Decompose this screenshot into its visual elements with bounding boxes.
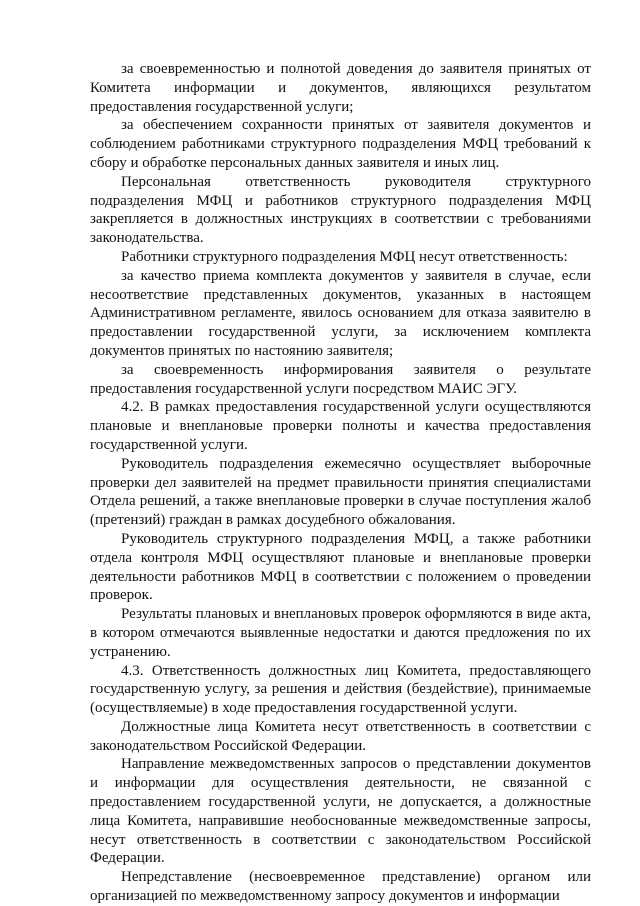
paragraph: 4.3. Ответственность должностных лиц Комитета, предоставляющего государственную услугу, за решения и действия (бездействие), принимаемые (осуществляемые) в ходе предоставления государственной услуги. (90, 662, 591, 717)
paragraph: за своевременностью и полнотой доведения до заявителя принятых от Комитета информации и документов, являющихся результатом предоставления государственной услуги; (90, 61, 591, 115)
paragraph: Направление межведомственных запросов о представлении документов и информации для осуществления деятельности, не связанной с предоставлением государственной услуги, не допускается, а должностные лица Комитета, направившие необоснованные межведомственные запросы, несут ответственность в соответствии с законодательством Российской Федерации. (90, 756, 591, 867)
paragraph: Результаты плановых и внеплановых проверок оформляются в виде акта, в котором отмечаются выявленные недостатки и даются предложения по их устранению. (90, 606, 591, 660)
paragraph: Персональная ответственность руководителя структурного подразделения МФЦ и работников структурного подразделения МФЦ закрепляется в должностных инструкциях в соответствии с требованиями законодательства. (90, 173, 591, 247)
paragraph: Непредставление (несвоевременное представление) органом или организацией по межведомственному запросу документов и информации (90, 869, 591, 905)
paragraph: Руководитель подразделения ежемесячно осуществляет выборочные проверки дел заявителей на предмет правильности принятия специалистами Отдела решений, а также внеплановые проверки в случае поступления жалоб (претензий) граждан в рамках досудебного обжалования. (90, 455, 591, 529)
paragraph: Работники структурного подразделения МФЦ несут ответственность: (121, 248, 568, 265)
paragraph: Руководитель структурного подразделения МФЦ, а также работники отдела контроля МФЦ осуществляют плановые и внеплановые проверки деятельности работников МФЦ в соответствии с положением о проведении проверок. (90, 530, 591, 604)
paragraph: за обеспечением сохранности принятых от заявителя документов и соблюдением работниками структурного подразделения МФЦ требований к сбору и обработке персональных данных заявителя и иных лиц. (90, 117, 591, 171)
paragraph: за своевременность информирования заявителя о результате предоставления государственной услуги посредством МАИС ЭГУ. (90, 361, 591, 397)
paragraph: 4.2. В рамках предоставления государственной услуги осуществляются плановые и внеплановые проверки полноты и качества предоставления государственной услуги. (90, 399, 591, 453)
paragraph: за качество приема комплекта документов у заявителя в случае, если несоответствие представленных документов, указанных в настоящем Административном регламенте, явилось основанием для отказа заявителю в предоставлении государственной услуги, за исключением комплекта документов принятых по настоянию заявителя; (90, 267, 591, 359)
paragraph: Должностные лица Комитета несут ответственность в соответствии с законодательством Российской Федерации. (90, 718, 591, 754)
